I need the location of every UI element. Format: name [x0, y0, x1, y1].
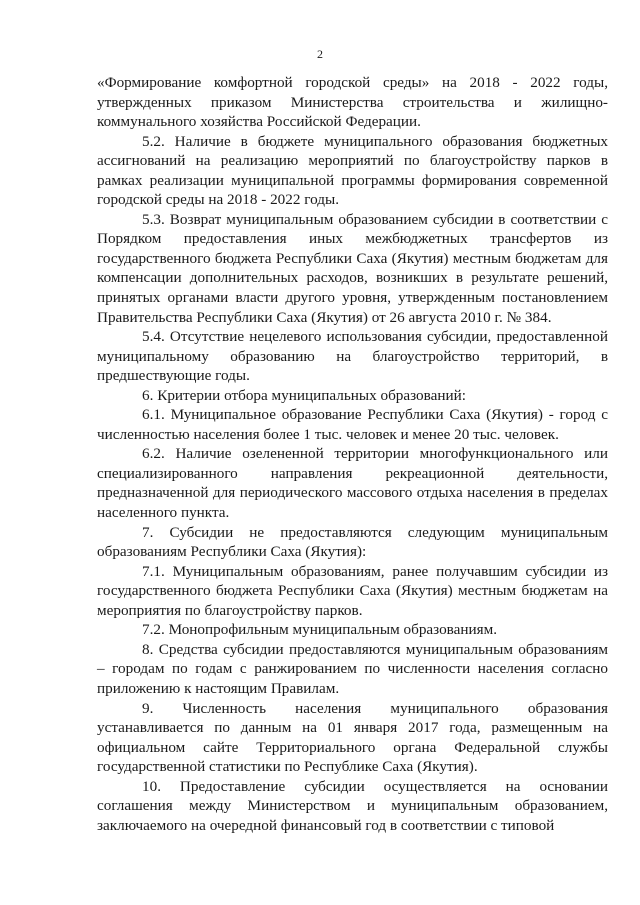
document-body	[97, 73, 608, 835]
paragraph-5-4: 5.4. Отсутствие нецелевого использования субсидии, предоставленной муниципальному образованию на благоустройство территорий, в предшествующие годы.	[97, 328, 608, 385]
paragraph-continuation: «Формирование комфортной городской среды» на 2018 - 2022 годы, утвержденных приказом Министерства строительства и жилищно-коммунального хозяйства Российской Федерации.	[97, 74, 608, 131]
paragraph-5-2: 5.2. Наличие в бюджете муниципального образования бюджетных ассигнований на реализацию мероприятий по благоустройству парков в рамках реализации муниципальной программы формирования современной городской среды на 2018 - 2022 годы.	[97, 132, 608, 209]
paragraph-10: 10. Предоставление субсидии осуществляется на основании соглашения между Министерством и муниципальным образованием, заключаемого на очередной финансовый год в соответствии с типовой	[97, 777, 608, 834]
paragraph-9: 9. Численность населения муниципального образования устанавливается по данным на 01 января 2017 года, размещенным на официальном сайте Территориального органа Федеральной службы государственной статистики по Республике Саха (Якутия).	[97, 699, 608, 776]
paragraph-6-1: 6.1. Муниципальное образование Республики Саха (Якутия) - город с численностью населения более 1 тыс. человек и менее 20 тыс. человек.	[97, 406, 608, 443]
page-number: 2	[317, 47, 323, 61]
paragraph-7-1: 7.1. Муниципальным образованиям, ранее получавшим субсидии из государственного бюджета Республики Саха (Якутия) местным бюджетам на мероприятия по благоустройству парков.	[97, 562, 608, 619]
paragraph-6-2: 6.2. Наличие озелененной территории многофункционального или специализированного направления рекреационной деятельности, предназначенной для периодического массового отдыха населения в пределах населенного пункта.	[97, 445, 608, 522]
paragraph-7-2: 7.2. Монопрофильным муниципальным образованиям.	[142, 621, 498, 639]
paragraph-6: 6. Критерии отбора муниципальных образований:	[142, 386, 466, 404]
paragraph-7: 7. Субсидии не предоставляются следующим муниципальным образованиям Республики Саха (Якутия):	[97, 523, 608, 561]
paragraph-8: 8. Средства субсидии предоставляются муниципальным образованиям – городам по годам с ранжированием по численности населения согласно приложению к настоящим Правилам.	[97, 640, 608, 697]
paragraph-5-3: 5.3. Возврат муниципальным образованием субсидии в соответствии с Порядком предоставления иных межбюджетных трансфертов из государственного бюджета Республики Саха (Якутия) местным бюджетам для компенсации дополнительных расходов, возникших в результате решений, принятых органами власти другого уровня, утвержденным постановлением Правительства Республики Саха (Якутия) от 26 августа 2010 г. № 384.	[97, 210, 608, 326]
